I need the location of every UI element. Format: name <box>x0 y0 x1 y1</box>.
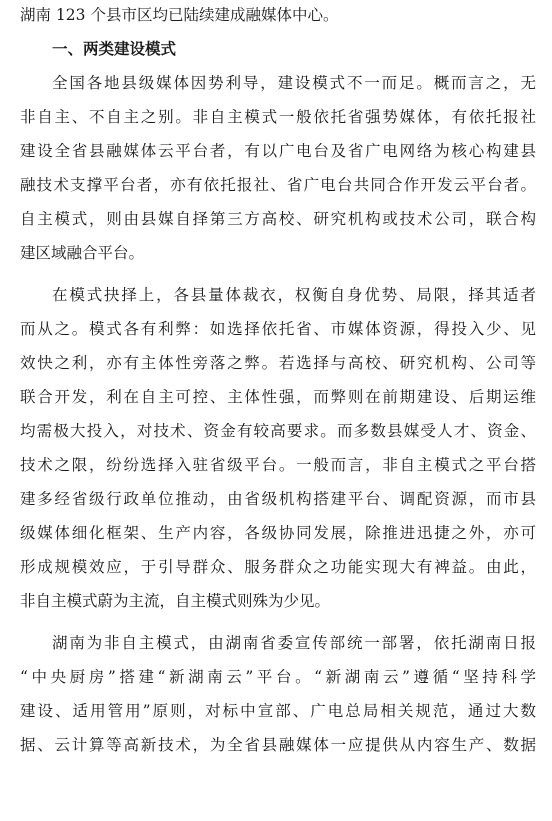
paragraph-line: 技术之限，纷纷选择入驻省级平台。一般而言，非自主模式之平台搭 <box>20 456 536 474</box>
paragraph-line: 形成规模效应，于引导群众、服务群众之功能实现大有裨益。由此， <box>20 558 536 576</box>
intro-line: 湖南 123 个县市区均已陆续建成融媒体中心。 <box>20 6 339 24</box>
paragraph-line: “中央厨房”搭建“新湖南云”平台。“新湖南云”遵循“坚持科学 <box>20 668 536 686</box>
paragraph-line: 建设全省县融媒体云平台者，有以广电台及省广电网络为核心构建县 <box>20 142 536 160</box>
paragraph-line: 全国各地县级媒体因势利导，建设模式不一而足。概而言之，无 <box>52 74 536 92</box>
paragraph-line: 而从之。模式各有利弊：如选择依托省、市媒体资源，得投入少、见 <box>20 320 536 338</box>
paragraph-2 <box>20 278 536 618</box>
paragraph-line: 建区域融合平台。 <box>20 244 145 262</box>
paragraph-gap <box>20 618 536 626</box>
paragraph-line: 在模式抉择上，各县量体裁衣，权衡自身优势、局限，择其适者 <box>52 286 536 304</box>
paragraph-3 <box>20 626 536 762</box>
paragraph-line: 建多经省级行政单位推动，由省级机构搭建平台、调配资源，而市县 <box>20 490 536 508</box>
paragraph-line: 建设、适用管用”原则，对标中宣部、广电总局相关规范，通过大数 <box>20 702 536 720</box>
paragraph-line: 非自主、不自主之别。非自主模式一般依托省强势媒体，有依托报社 <box>20 108 536 126</box>
paragraph-1 <box>20 66 536 270</box>
paragraph-line: 均需极大投入，对技术、资金有较高要求。而多数县媒受人才、资金、 <box>20 422 536 440</box>
paragraph-line: 据、云计算等高新技术，为全省县融媒体一应提供从内容生产、数据 <box>20 736 536 754</box>
paragraph-line: 自主模式，则由县媒自择第三方高校、研究机构或技术公司，联合构 <box>20 210 536 228</box>
paragraph-line: 联合开发，利在自主可控、主体性强，而弊则在前期建设、后期运维 <box>20 388 536 406</box>
paragraph-line: 级媒体细化框架、生产内容，各级协同发展，除推进迅捷之外，亦可 <box>20 524 536 542</box>
paragraph-line: 效快之利，亦有主体性旁落之弊。若选择与高校、研究机构、公司等 <box>20 354 536 372</box>
paragraph-line: 湖南为非自主模式，由湖南省委宣传部统一部署，依托湖南日报 <box>52 634 536 652</box>
section-heading: 一、两类建设模式 <box>52 40 177 58</box>
paragraph-gap <box>20 270 536 278</box>
paragraph-line: 融技术支撑平台者，亦有依托报社、省广电台共同合作开发云平台者。 <box>20 176 536 194</box>
paragraph-line: 非自主模式蔚为主流，自主模式则殊为少见。 <box>20 592 331 610</box>
